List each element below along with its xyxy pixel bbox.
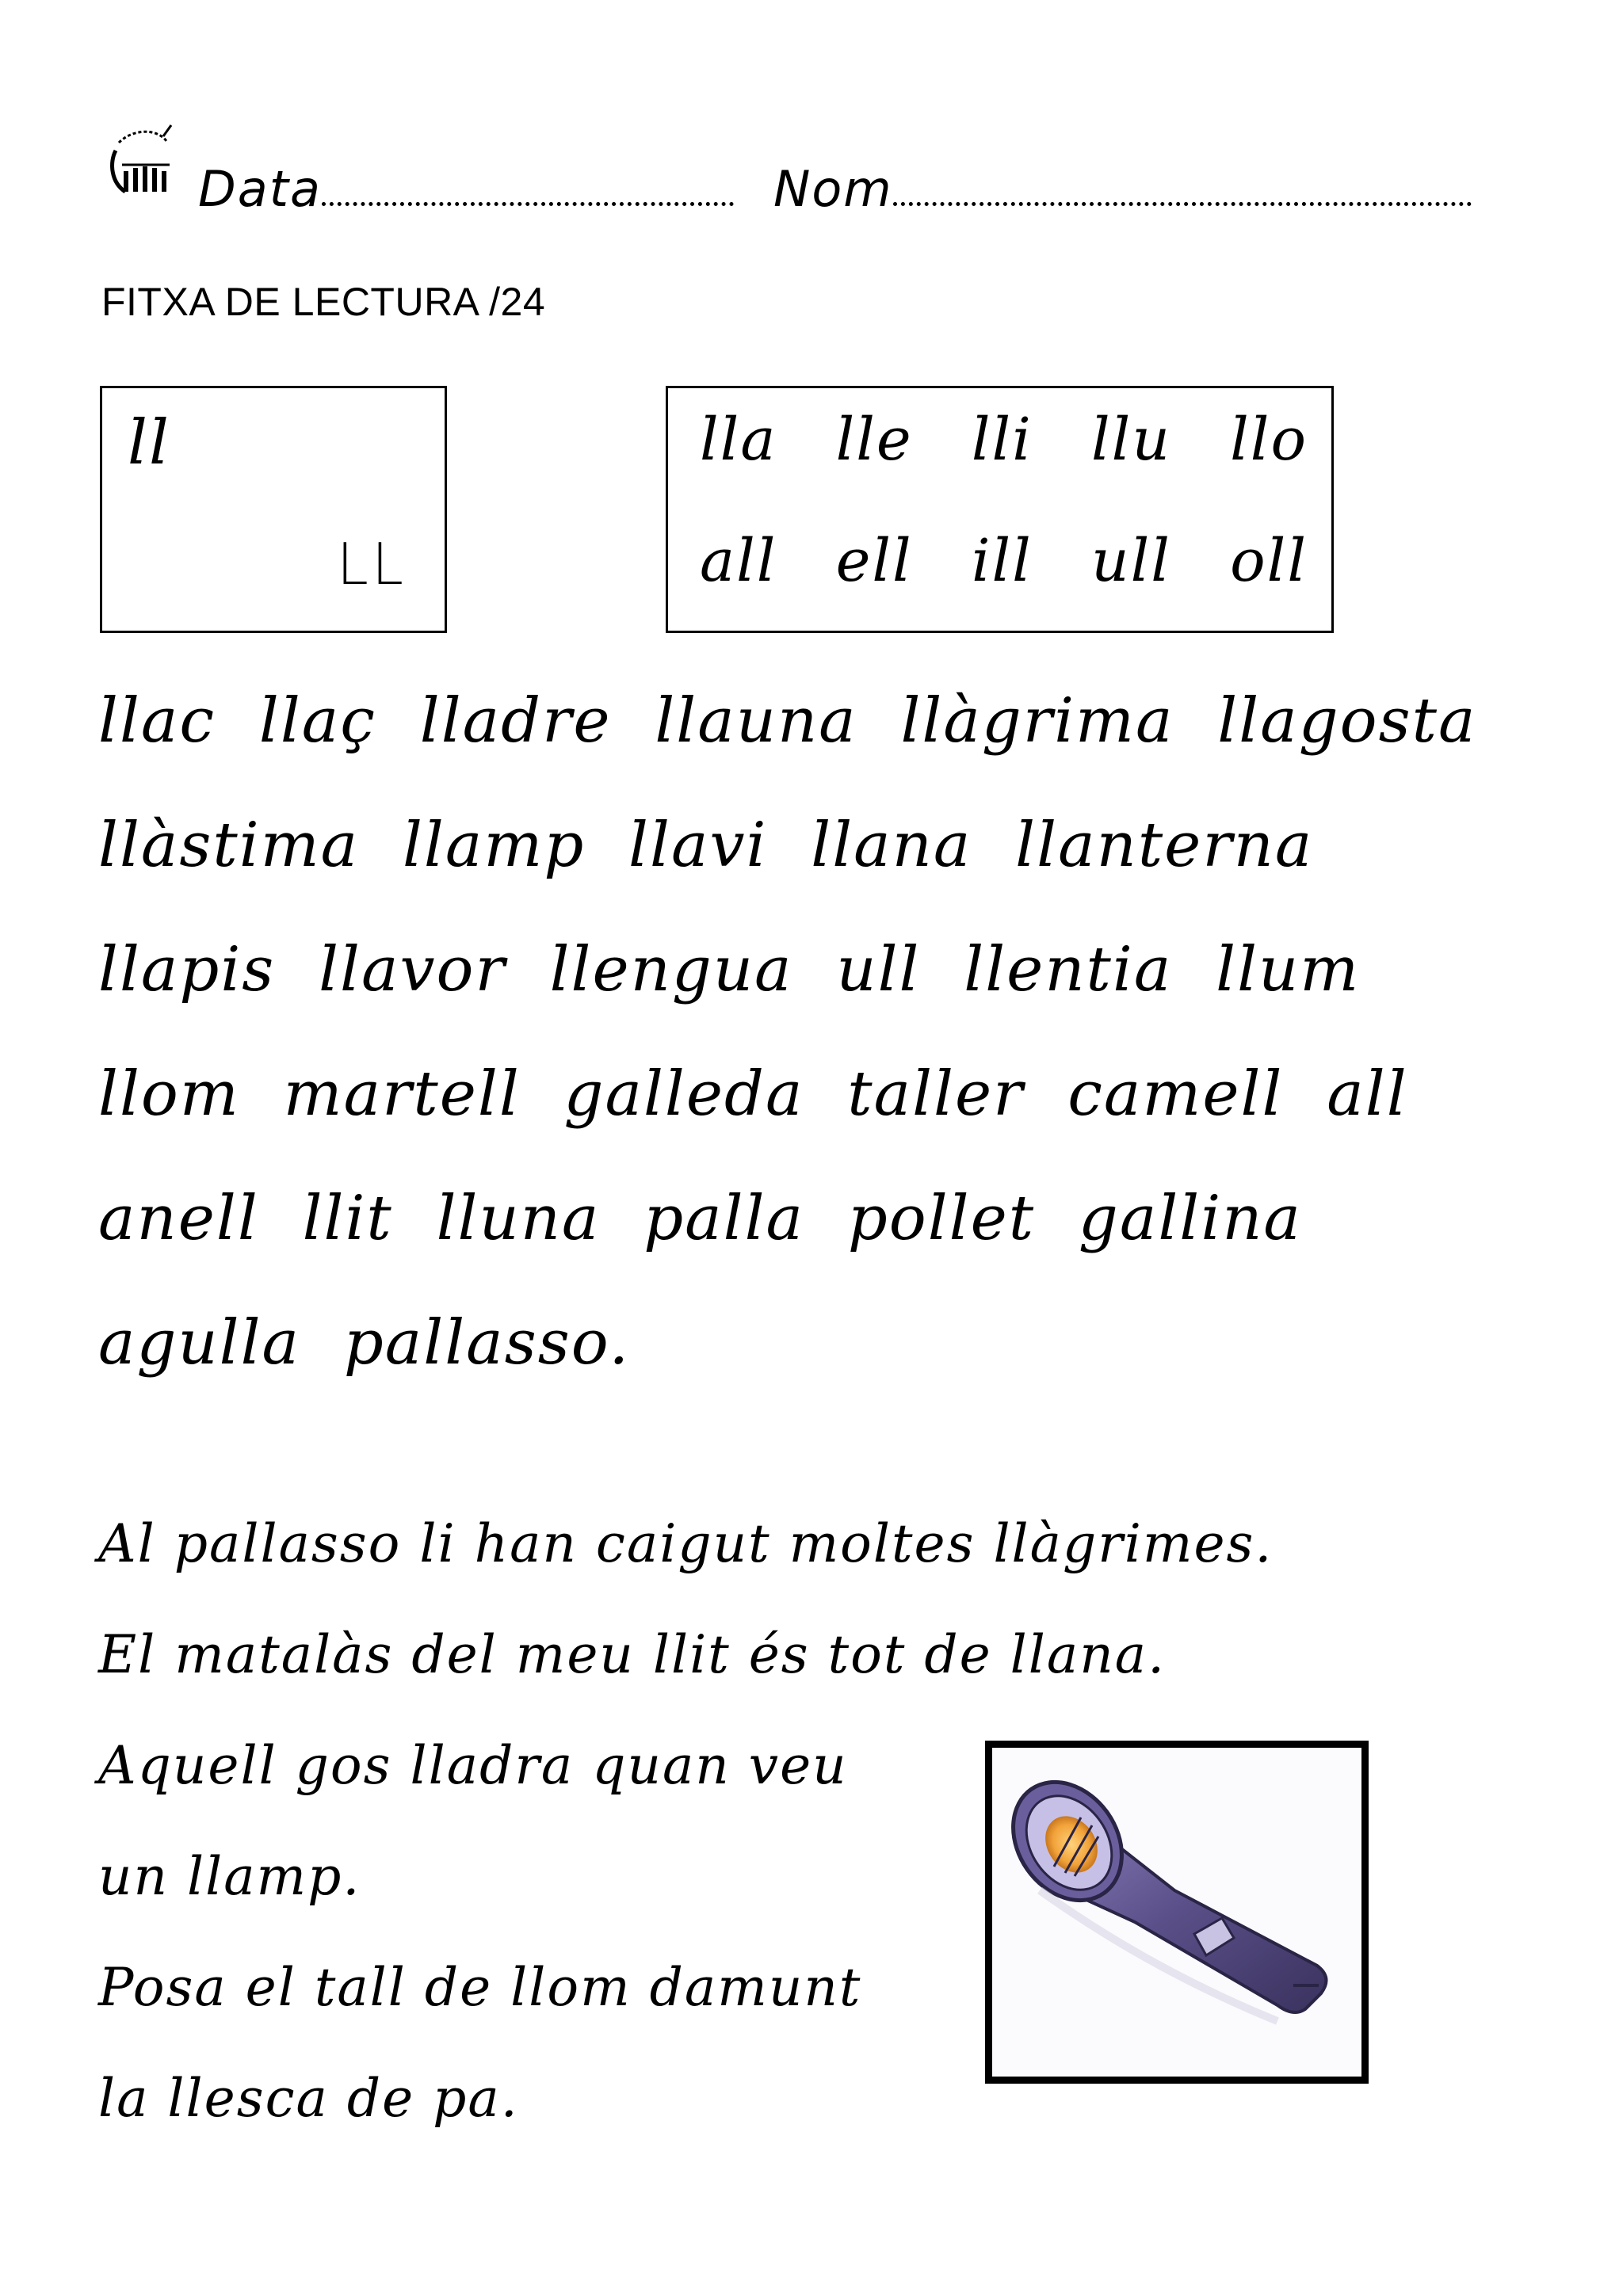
sentence-line: Posa el tall de llom damunt	[98, 1957, 862, 2018]
header	[101, 119, 1544, 218]
letter-box	[100, 386, 447, 633]
word-line: llom martell galleda taller camell all	[98, 1058, 1408, 1130]
sentence-line: la llesca de pa.	[98, 2068, 519, 2129]
flashlight-icon	[992, 1748, 1361, 2077]
syllable: lli	[971, 406, 1033, 474]
word-line: llapis llavor llengua ull llentia llum	[98, 934, 1361, 1005]
syllable: ill	[971, 527, 1033, 595]
sentence-line: Aquell gos lladra quan veu	[98, 1735, 848, 1796]
letter-lowercase: ll	[128, 407, 170, 479]
syllable: lla	[700, 406, 777, 474]
letter-uppercase: LL	[336, 531, 407, 597]
syllable: llu	[1090, 406, 1171, 474]
date-label: Data	[198, 160, 323, 218]
syllable-box	[666, 386, 1334, 633]
date-field[interactable]	[198, 160, 734, 218]
syllable: llo	[1230, 406, 1308, 474]
syllable-row-open	[700, 406, 1308, 474]
sentence-line: un llamp.	[98, 1846, 361, 1907]
name-dotted-line	[893, 164, 1472, 206]
sentence-line: Al pallasso li han caigut moltes llàgrimes.	[98, 1513, 1274, 1574]
word-line: llac llaç lladre llauna llàgrima llagosta	[98, 685, 1477, 757]
word-list	[98, 685, 1525, 1432]
name-field[interactable]	[773, 160, 1472, 218]
word-line: anell llit lluna palla pollet gallina	[98, 1183, 1302, 1254]
date-dotted-line	[322, 164, 734, 206]
illustration-frame	[985, 1741, 1369, 2084]
name-label: Nom	[773, 160, 893, 218]
word-line: llàstima llamp llavi llana llanterna	[98, 810, 1314, 881]
sentence-line: El matalàs del meu llit és tot de llana.	[98, 1624, 1167, 1685]
syllable: ull	[1090, 527, 1171, 595]
syllable: oll	[1230, 527, 1308, 595]
word-line: agulla pallasso.	[98, 1307, 631, 1379]
syllable: lle	[835, 406, 913, 474]
syllable-row-closed	[700, 527, 1308, 595]
syllable: all	[700, 527, 777, 595]
sentence-list	[98, 1513, 1274, 2179]
school-logo-icon	[101, 119, 174, 206]
syllable: ell	[835, 527, 913, 595]
sheet-title: FITXA DE LECTURA /24	[101, 280, 546, 324]
